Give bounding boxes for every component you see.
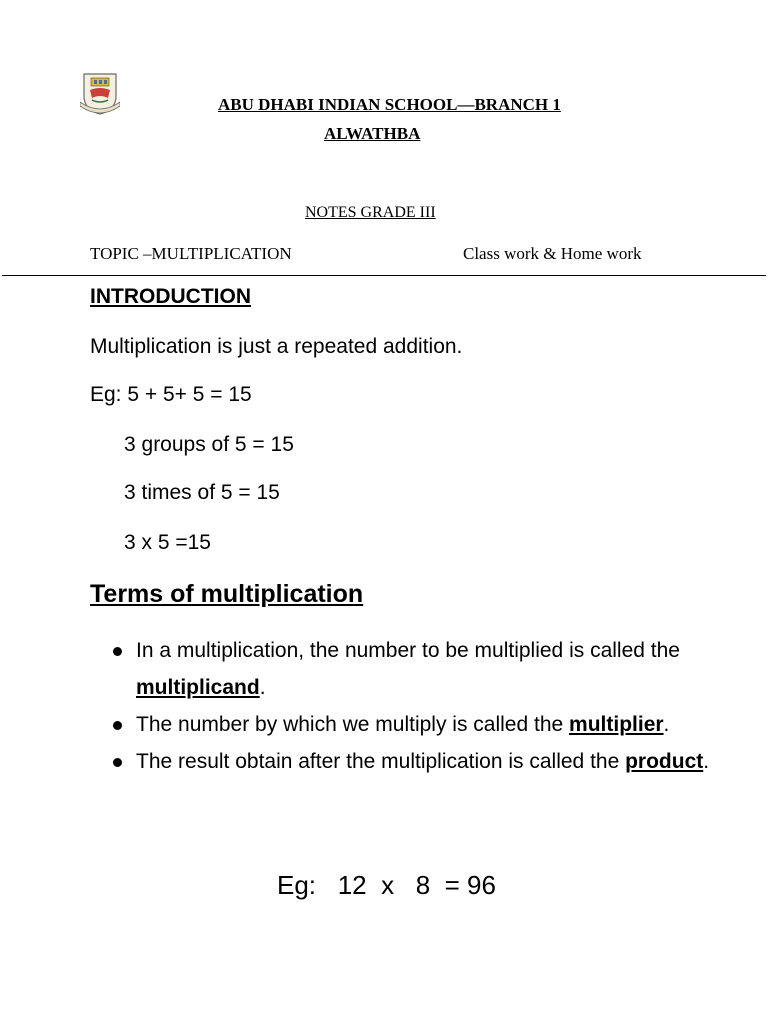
school-name: ABU DHABI INDIAN SCHOOL—BRANCH 1: [218, 95, 561, 114]
term-punctuation: .: [259, 676, 266, 699]
topic-label: TOPIC –MULTIPLICATION: [90, 244, 292, 263]
list-item: [90, 743, 710, 780]
notes-title: NOTES GRADE III: [305, 204, 436, 221]
header-divider: [2, 275, 766, 276]
bullet-icon: [113, 721, 122, 730]
list-item: [90, 706, 710, 743]
term-multiplicand: multiplicand: [136, 676, 260, 699]
terms-heading: Terms of multiplication: [90, 580, 364, 608]
example-groups: 3 groups of 5 = 15: [124, 433, 294, 456]
school-location: ALWATHBA: [324, 124, 421, 143]
term-description: In a multiplication, the number to be multiplied is called the: [136, 639, 680, 662]
example-times: 3 times of 5 = 15: [124, 481, 280, 504]
work-type-label: Class work & Home work: [463, 244, 642, 263]
term-description: The number by which we multiply is called the: [136, 713, 570, 736]
bullet-icon: [113, 758, 122, 767]
final-example: Eg: 12 x 8 = 96: [277, 870, 496, 900]
term-product: product: [625, 750, 704, 773]
example-multiplication: 3 x 5 =15: [124, 531, 211, 554]
example-addition: Eg: 5 + 5+ 5 = 15: [90, 383, 252, 406]
term-punctuation: .: [703, 750, 710, 773]
school-logo: [80, 72, 120, 116]
introduction-heading: INTRODUCTION: [90, 285, 251, 308]
bullet-icon: [113, 647, 122, 656]
terms-list: [90, 632, 710, 780]
term-multiplier: multiplier: [569, 713, 664, 736]
list-item: [90, 632, 710, 706]
term-punctuation: .: [663, 713, 670, 736]
definition-text: Multiplication is just a repeated addition.: [90, 335, 463, 358]
term-description: The result obtain after the multiplication is called the: [136, 750, 626, 773]
